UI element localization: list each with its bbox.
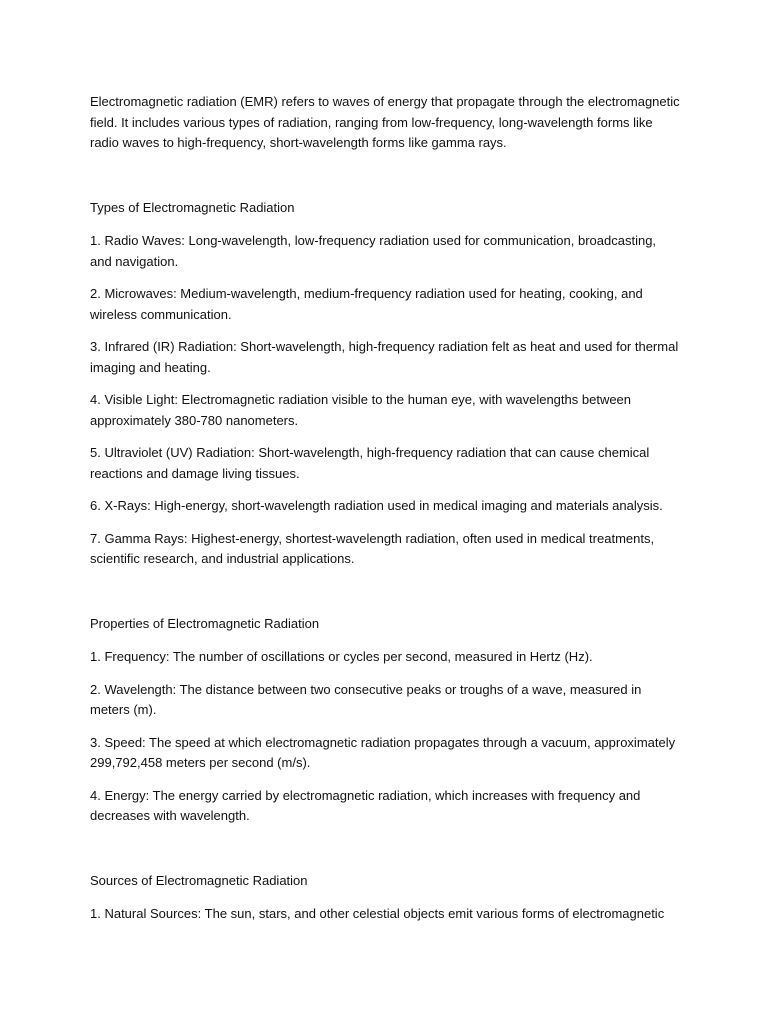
list-item: 2. Microwaves: Medium-wavelength, medium-frequency radiation used for heating, cooking, and wireless communication. (90, 286, 643, 322)
list-item: 4. Visible Light: Electromagnetic radiation visible to the human eye, with wavelengths between approximately 380-780 nanometers. (90, 392, 632, 428)
types-heading: Types of Electromagnetic Radiation (90, 199, 295, 215)
intro-paragraph: Electromagnetic radiation (EMR) refers to waves of energy that propagate through the electromagnetic field. It includes various types of radiation, ranging from low-frequency, long-wavelength forms like radio waves to high-frequency, short-wavelength forms like gamma rays. (90, 94, 680, 150)
list-item: 3. Infrared (IR) Radiation: Short-wavelength, high-frequency radiation felt as heat and used for thermal imaging and heating. (90, 339, 679, 375)
list-item: 3. Speed: The speed at which electromagnetic radiation propagates through a vacuum, approximately 299,792,458 meters per second (m/s). (90, 734, 676, 770)
types-section (90, 198, 680, 570)
properties-heading: Properties of Electromagnetic Radiation (90, 615, 320, 631)
properties-section (90, 614, 680, 827)
list-item: 6. X-Rays: High-energy, short-wavelength radiation used in medical imaging and materials analysis. (90, 498, 663, 513)
list-item: 7. Gamma Rays: Highest-energy, shortest-wavelength radiation, often used in medical treatments, scientific research, and industrial applications. (90, 530, 655, 566)
list-item: 2. Wavelength: The distance between two consecutive peaks or troughs of a wave, measured in meters (m). (90, 681, 642, 717)
list-item: 1. Radio Waves: Long-wavelength, low-frequency radiation used for communication, broadcasting, and navigation. (90, 233, 657, 269)
list-item: 5. Ultraviolet (UV) Radiation: Short-wavelength, high-frequency radiation that can cause chemical reactions and damage living tissues. (90, 445, 650, 481)
document-page (90, 92, 680, 937)
sources-section (90, 871, 680, 925)
list-item: 4. Energy: The energy carried by electromagnetic radiation, which increases with frequency and decreases with wavelength. (90, 787, 641, 823)
sources-heading: Sources of Electromagnetic Radiation (90, 872, 308, 888)
list-item: 1. Frequency: The number of oscillations or cycles per second, measured in Hertz (Hz). (90, 649, 593, 664)
list-item: 1. Natural Sources: The sun, stars, and other celestial objects emit various forms of electromagnetic (90, 906, 665, 921)
